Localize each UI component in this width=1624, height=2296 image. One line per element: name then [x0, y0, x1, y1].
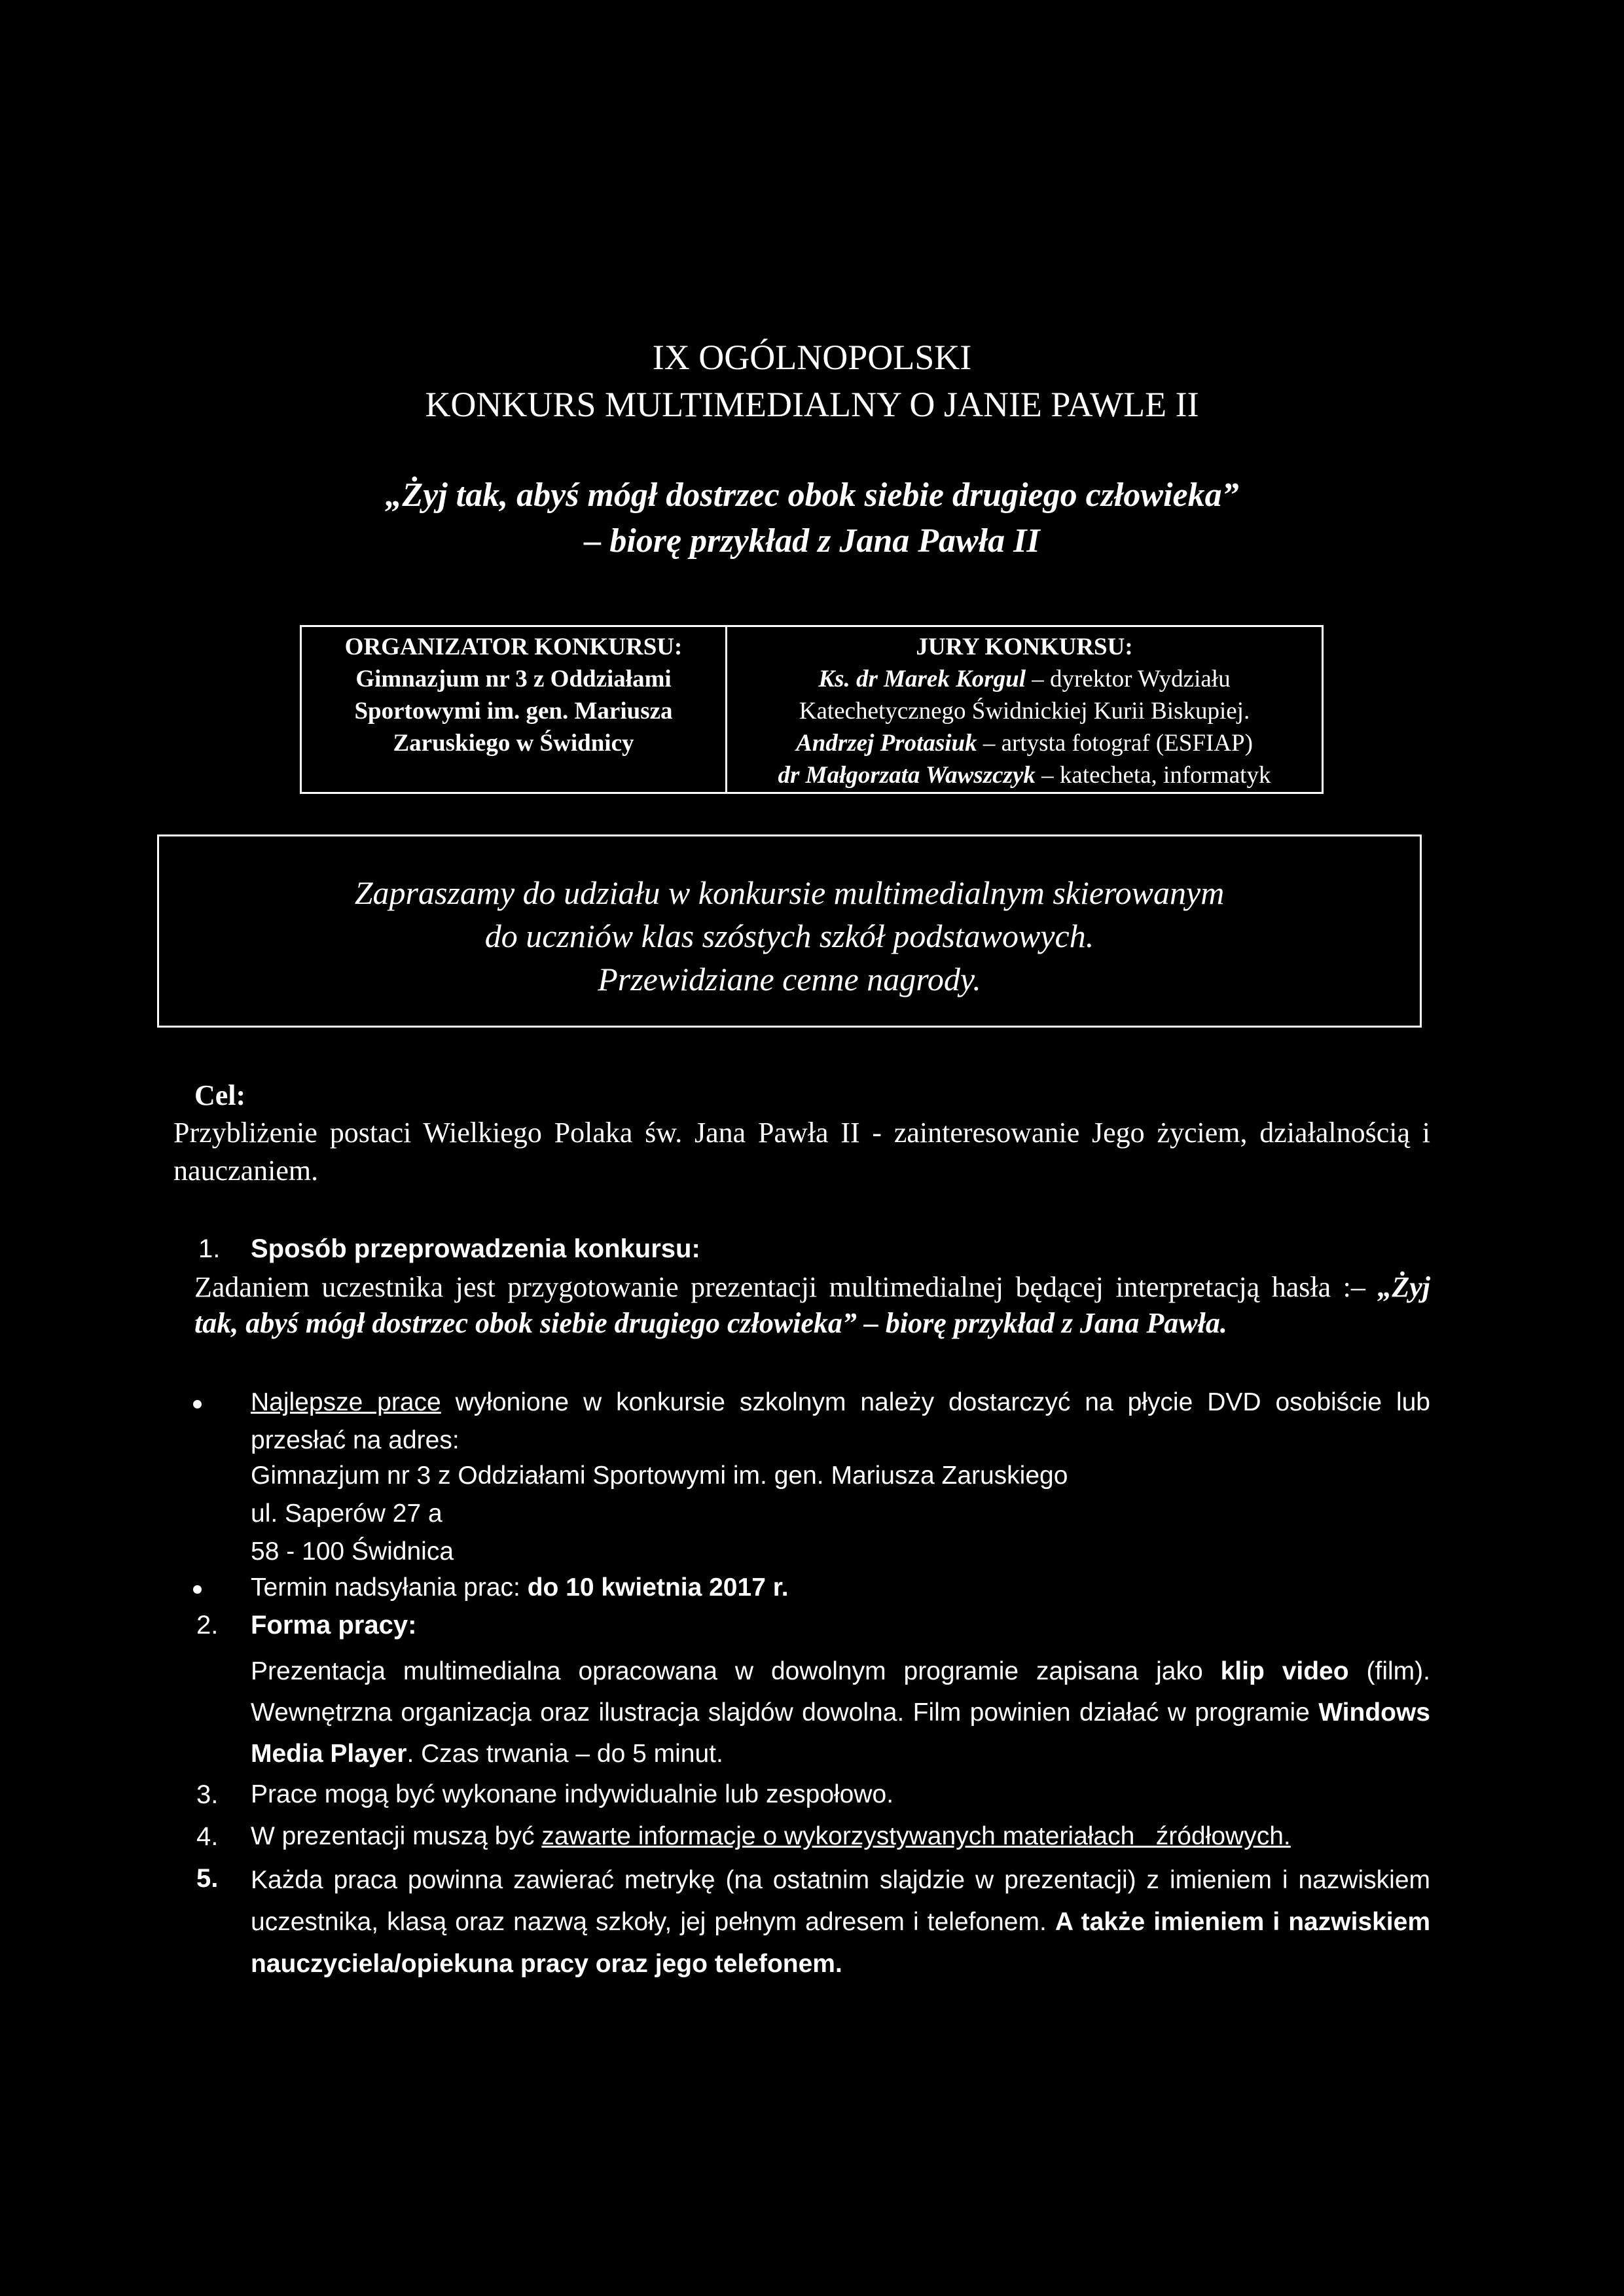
bullet-1-body: wyłonione w konkursie szkolnym należy dostarczyć na płycie DVD osobiście lub przesłać na adres:	[251, 1388, 1430, 1454]
address-block	[251, 1457, 1068, 1571]
goal-text: Przybliżenie postaci Wielkiego Polaka św. Jana Pawła II - zainteresowanie Jego życiem, działalnością i nauczaniem.	[173, 1117, 1430, 1187]
invitation-line-3: Przewidziane cenne nagrody.	[598, 961, 981, 997]
sources-underlined: zawarte informacje o wykorzystywanych materiałach źródłowych.	[541, 1822, 1291, 1850]
jury-cell	[727, 627, 1322, 792]
jury-member-name: Andrzej Protasiuk	[796, 730, 977, 757]
invitation-line-1: Zapraszamy do udziału w konkursie multimedialnym skierowanym	[354, 874, 1225, 911]
metric-teacher: A także imieniem i nazwiskiem nauczyciela/opiekuna pracy oraz jego telefonem.	[251, 1908, 1431, 1978]
form-clip-video: klip video	[1220, 1657, 1349, 1685]
form-text-a: Prezentacja multimedialna opracowana w dowolnym programie zapisana jako	[251, 1657, 1221, 1685]
bullet-icon	[193, 1400, 202, 1408]
deadline-label: Termin nadsyłania prac:	[251, 1573, 528, 1602]
section-2-text	[251, 1651, 1430, 1774]
sources-text: W prezentacji muszą być	[251, 1822, 542, 1850]
contest-title	[0, 334, 1624, 428]
deadline-date: do 10 kwietnia 2017 r.	[527, 1573, 789, 1602]
section-4-text	[251, 1818, 1291, 1856]
section-3-text: Prace mogą być wykonane indywidualnie lub zespołowo.	[251, 1780, 894, 1808]
form-text-c: (film). Wewnętrzna organizacja oraz ilustracja slajdów dowolna. Film powinien działać w programie	[251, 1657, 1430, 1727]
section-2-heading: Forma pracy:	[251, 1611, 417, 1640]
section-2-number: 2.	[196, 1611, 219, 1640]
jury-member-name: Ks. dr Marek Korgul	[818, 666, 1026, 692]
section-5-number: 5.	[196, 1864, 219, 1893]
task-motto: „Żyj tak, abyś mógł dostrzec obok siebie drugiego człowieka” – biorę przykład z Jana Pawła.	[194, 1271, 1430, 1339]
organizer-cell	[302, 627, 727, 792]
info-table	[300, 625, 1324, 794]
address-line: ul. Saperów 27 a	[251, 1499, 442, 1528]
jury-heading: JURY KONKURSU:	[916, 634, 1133, 660]
jury-member-role: – artysta fotograf (ESFIAP)	[977, 730, 1253, 757]
jury-member-role: – katecheta, informatyk	[1035, 762, 1271, 789]
jury-member-role: – dyrektor Wydziału	[1026, 666, 1231, 692]
organizer-heading: ORGANIZATOR KONKURSU:	[344, 634, 683, 660]
section-4-number: 4.	[196, 1822, 219, 1851]
best-works-underlined: Najlepsze prace	[251, 1388, 441, 1416]
organizer-line: Sportowymi im. gen. Mariusza	[354, 698, 673, 725]
goal-label: Cel:	[194, 1079, 246, 1111]
title-line-1: IX OGÓLNOPOLSKI	[652, 338, 972, 377]
address-line: Gimnazjum nr 3 z Oddziałami Sportowymi im. gen. Mariusza Zaruskiego	[251, 1462, 1068, 1490]
section-3-number: 3.	[196, 1780, 219, 1809]
jury-member-3	[727, 759, 1322, 791]
motto-line-2: – biorę przykład z Jana Pawła II	[584, 522, 1040, 560]
organizer-line: Gimnazjum nr 3 z Oddziałami	[355, 666, 672, 692]
jury-member-2	[727, 727, 1322, 759]
invitation-line-2: do uczniów klas szóstych szkół podstawowych.	[484, 918, 1094, 954]
section-5-text	[251, 1859, 1430, 1985]
title-line-2: KONKURS MULTIMEDIALNY O JANIE PAWLE II	[425, 385, 1199, 424]
contest-motto	[0, 473, 1624, 564]
section-1-number: 1.	[198, 1234, 221, 1263]
metric-text: Każda praca powinna zawierać metrykę (na ostatnim slajdzie w prezentacji) z imieniem i nazwiskiem uczestnika, klasą oraz nazwą szkoły, jej pełnym adresem i telefonem.	[251, 1866, 1430, 1936]
form-player: Windows Media Player	[251, 1698, 1430, 1768]
form-text-e: . Czas trwania – do 5 minut.	[406, 1740, 723, 1768]
address-line: 58 - 100 Świdnica	[251, 1537, 454, 1566]
motto-line-1: „Żyj tak, abyś mógł dostrzec obok siebie drugiego człowieka”	[385, 476, 1239, 514]
task-text: Zadaniem uczestnika jest przygotowanie prezentacji multimedialnej będącej interpretacją hasła :–	[194, 1271, 1365, 1303]
bullet-1-text	[251, 1384, 1430, 1460]
section-1-heading: Sposób przeprowadzenia konkursu:	[251, 1234, 700, 1263]
bullet-2-text	[251, 1569, 789, 1607]
section-1-task	[194, 1269, 1430, 1341]
jury-member-1-role-cont: Katechetycznego Świdnickiej Kurii Biskupiej.	[799, 698, 1250, 725]
jury-member-1	[727, 663, 1322, 695]
jury-member-name: dr Małgorzata Wawszczyk	[778, 762, 1036, 789]
organizer-line: Zaruskiego w Świdnicy	[393, 730, 634, 757]
invitation-box	[157, 834, 1422, 1028]
bullet-icon	[193, 1585, 202, 1594]
